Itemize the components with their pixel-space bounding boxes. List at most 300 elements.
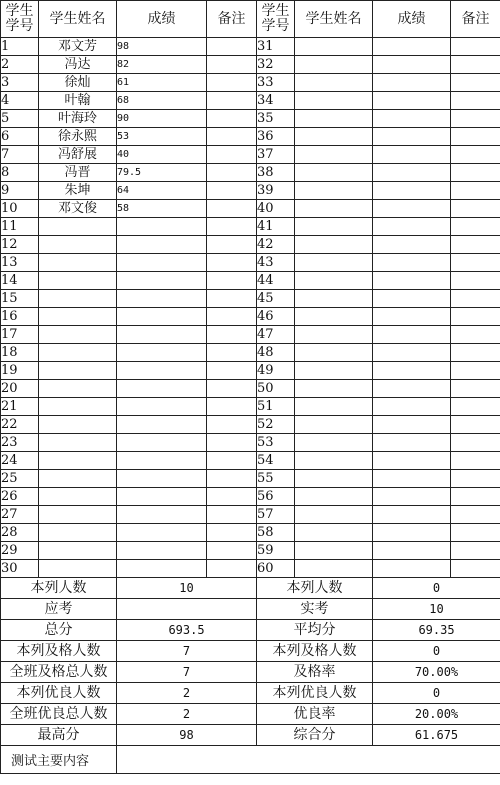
student-id-cell: 10 <box>1 200 39 218</box>
score-cell <box>117 272 207 290</box>
student-name-cell <box>295 290 373 308</box>
student-name-cell <box>295 128 373 146</box>
note-cell <box>207 290 257 308</box>
score-cell <box>373 200 451 218</box>
student-id-cell: 52 <box>257 416 295 434</box>
summary-label-left: 本列人数 <box>1 578 117 599</box>
student-id-cell: 38 <box>257 164 295 182</box>
note-cell <box>207 542 257 560</box>
student-id-cell: 2 <box>1 56 39 74</box>
note-cell <box>451 344 500 362</box>
header-note-right: 备注 <box>451 1 500 38</box>
score-cell <box>117 434 207 452</box>
score-cell <box>373 128 451 146</box>
score-cell <box>373 326 451 344</box>
student-id-cell: 33 <box>257 74 295 92</box>
student-name-cell: 邓文芳 <box>39 38 117 56</box>
student-id-cell: 50 <box>257 380 295 398</box>
student-id-cell: 43 <box>257 254 295 272</box>
score-cell <box>373 488 451 506</box>
score-cell: 40 <box>117 146 207 164</box>
student-name-cell <box>295 272 373 290</box>
score-cell <box>373 254 451 272</box>
student-id-cell: 49 <box>257 362 295 380</box>
student-name-cell <box>295 182 373 200</box>
score-cell <box>373 362 451 380</box>
score-cell <box>373 182 451 200</box>
summary-row <box>1 725 500 746</box>
note-cell <box>207 434 257 452</box>
score-cell: 82 <box>117 56 207 74</box>
note-cell <box>207 254 257 272</box>
student-id-cell: 47 <box>257 326 295 344</box>
student-id-cell: 13 <box>1 254 39 272</box>
student-name-cell <box>295 416 373 434</box>
student-name-cell <box>295 164 373 182</box>
header-score-left: 成绩 <box>117 1 207 38</box>
table-row <box>1 218 500 236</box>
student-name-cell <box>295 362 373 380</box>
student-id-cell: 20 <box>1 380 39 398</box>
score-cell: 68 <box>117 92 207 110</box>
summary-label-right: 综合分 <box>257 725 373 746</box>
note-cell <box>207 74 257 92</box>
table-row <box>1 308 500 326</box>
student-id-cell: 46 <box>257 308 295 326</box>
student-id-cell: 23 <box>1 434 39 452</box>
summary-label-left: 最高分 <box>1 725 117 746</box>
summary-value-right: 10 <box>373 599 500 620</box>
student-id-cell: 58 <box>257 524 295 542</box>
student-id-cell: 32 <box>257 56 295 74</box>
note-cell <box>207 560 257 578</box>
student-id-cell: 29 <box>1 542 39 560</box>
student-name-cell <box>39 506 117 524</box>
summary-label-left: 总分 <box>1 620 117 641</box>
student-id-cell: 36 <box>257 128 295 146</box>
student-id-cell: 12 <box>1 236 39 254</box>
score-cell <box>373 56 451 74</box>
student-id-cell: 14 <box>1 272 39 290</box>
table-row <box>1 74 500 92</box>
summary-row <box>1 683 500 704</box>
score-cell <box>117 236 207 254</box>
score-cell <box>373 92 451 110</box>
student-name-cell <box>295 506 373 524</box>
table-row <box>1 434 500 452</box>
test-content-cell <box>117 746 500 774</box>
summary-label-left: 应考 <box>1 599 117 620</box>
note-cell <box>207 506 257 524</box>
table-row <box>1 470 500 488</box>
student-id-cell: 55 <box>257 470 295 488</box>
table-row <box>1 488 500 506</box>
note-cell <box>451 506 500 524</box>
table-row <box>1 200 500 218</box>
student-name-cell <box>39 434 117 452</box>
student-id-cell: 41 <box>257 218 295 236</box>
header-student-name-left: 学生姓名 <box>39 1 117 38</box>
student-id-cell: 17 <box>1 326 39 344</box>
summary-row <box>1 620 500 641</box>
summary-value-left: 693.5 <box>117 620 257 641</box>
student-id-cell: 24 <box>1 452 39 470</box>
note-cell <box>451 272 500 290</box>
summary-value-right: 69.35 <box>373 620 500 641</box>
summary-label-left: 本列优良人数 <box>1 683 117 704</box>
student-id-cell: 35 <box>257 110 295 128</box>
score-cell <box>117 488 207 506</box>
score-cell <box>373 38 451 56</box>
note-cell <box>451 182 500 200</box>
note-cell <box>451 74 500 92</box>
summary-value-left: 7 <box>117 662 257 683</box>
student-name-cell <box>39 524 117 542</box>
student-id-cell: 37 <box>257 146 295 164</box>
student-name-cell <box>39 488 117 506</box>
table-row <box>1 56 500 74</box>
student-id-cell: 26 <box>1 488 39 506</box>
note-cell <box>451 56 500 74</box>
note-cell <box>207 38 257 56</box>
student-id-cell: 15 <box>1 290 39 308</box>
summary-label-left: 全班优良总人数 <box>1 704 117 725</box>
note-cell <box>207 470 257 488</box>
table-row <box>1 164 500 182</box>
score-cell <box>373 308 451 326</box>
note-cell <box>451 524 500 542</box>
student-id-cell: 9 <box>1 182 39 200</box>
note-cell <box>451 362 500 380</box>
table-row <box>1 542 500 560</box>
note-cell <box>451 290 500 308</box>
student-name-cell <box>39 344 117 362</box>
note-cell <box>451 92 500 110</box>
note-cell <box>451 38 500 56</box>
student-id-cell: 25 <box>1 470 39 488</box>
score-cell <box>117 398 207 416</box>
score-cell: 98 <box>117 38 207 56</box>
summary-label-right: 本列及格人数 <box>257 641 373 662</box>
score-cell <box>117 560 207 578</box>
student-id-cell: 19 <box>1 362 39 380</box>
student-id-cell: 5 <box>1 110 39 128</box>
student-id-cell: 1 <box>1 38 39 56</box>
score-cell <box>373 146 451 164</box>
summary-value-left: 10 <box>117 578 257 599</box>
score-cell <box>117 470 207 488</box>
score-cell <box>117 326 207 344</box>
student-name-cell: 冯舒展 <box>39 146 117 164</box>
score-cell <box>117 524 207 542</box>
table-row <box>1 182 500 200</box>
student-name-cell <box>295 344 373 362</box>
summary-value-right: 70.00% <box>373 662 500 683</box>
summary-value-right: 0 <box>373 641 500 662</box>
table-row <box>1 146 500 164</box>
table-row <box>1 344 500 362</box>
student-name-cell <box>39 290 117 308</box>
table-row <box>1 416 500 434</box>
note-cell <box>207 362 257 380</box>
summary-label-right: 本列优良人数 <box>257 683 373 704</box>
student-id-cell: 4 <box>1 92 39 110</box>
note-cell <box>207 452 257 470</box>
score-cell <box>373 398 451 416</box>
note-cell <box>207 416 257 434</box>
score-cell: 90 <box>117 110 207 128</box>
summary-label-right: 本列人数 <box>257 578 373 599</box>
score-cell <box>373 524 451 542</box>
summary-value-right: 61.675 <box>373 725 500 746</box>
student-id-cell: 8 <box>1 164 39 182</box>
note-cell <box>207 344 257 362</box>
note-cell <box>207 56 257 74</box>
student-name-cell: 冯晋 <box>39 164 117 182</box>
summary-label-right: 优良率 <box>257 704 373 725</box>
student-id-cell: 11 <box>1 218 39 236</box>
student-name-cell <box>39 560 117 578</box>
score-cell <box>117 344 207 362</box>
score-cell <box>373 74 451 92</box>
score-cell: 53 <box>117 128 207 146</box>
student-id-cell: 3 <box>1 74 39 92</box>
student-id-cell: 30 <box>1 560 39 578</box>
score-cell <box>373 110 451 128</box>
student-id-cell: 42 <box>257 236 295 254</box>
note-cell <box>451 200 500 218</box>
student-id-cell: 28 <box>1 524 39 542</box>
header-note-left: 备注 <box>207 1 257 38</box>
score-cell: 61 <box>117 74 207 92</box>
student-id-cell: 51 <box>257 398 295 416</box>
student-name-cell <box>39 308 117 326</box>
summary-row <box>1 578 500 599</box>
note-cell <box>207 110 257 128</box>
note-cell <box>451 164 500 182</box>
student-id-cell: 16 <box>1 308 39 326</box>
note-cell <box>451 254 500 272</box>
student-name-cell <box>39 380 117 398</box>
student-id-cell: 54 <box>257 452 295 470</box>
student-name-cell <box>295 236 373 254</box>
score-cell <box>117 308 207 326</box>
student-id-cell: 48 <box>257 344 295 362</box>
score-cell <box>373 542 451 560</box>
student-name-cell <box>295 74 373 92</box>
note-cell <box>451 434 500 452</box>
table-row <box>1 380 500 398</box>
score-cell <box>373 416 451 434</box>
score-cell <box>117 218 207 236</box>
score-cell: 58 <box>117 200 207 218</box>
table-row <box>1 560 500 578</box>
summary-value-left: 2 <box>117 704 257 725</box>
note-cell <box>451 380 500 398</box>
table-row <box>1 326 500 344</box>
student-name-cell <box>295 434 373 452</box>
student-id-cell: 21 <box>1 398 39 416</box>
summary-value-left <box>117 599 257 620</box>
table-row <box>1 92 500 110</box>
student-name-cell <box>295 542 373 560</box>
score-cell <box>373 506 451 524</box>
student-name-cell <box>295 92 373 110</box>
summary-row <box>1 599 500 620</box>
student-name-cell <box>295 110 373 128</box>
header-student-name-right: 学生姓名 <box>295 1 373 38</box>
note-cell <box>207 326 257 344</box>
student-name-cell <box>295 452 373 470</box>
student-name-cell <box>295 380 373 398</box>
score-cell <box>117 416 207 434</box>
score-cell <box>117 290 207 308</box>
score-cell <box>373 290 451 308</box>
student-name-cell <box>295 200 373 218</box>
summary-value-right: 0 <box>373 578 500 599</box>
note-cell <box>451 236 500 254</box>
score-cell <box>373 560 451 578</box>
student-name-cell <box>39 470 117 488</box>
note-cell <box>207 236 257 254</box>
student-name-cell: 徐永熙 <box>39 128 117 146</box>
note-cell <box>207 128 257 146</box>
note-cell <box>207 272 257 290</box>
score-cell <box>117 506 207 524</box>
student-name-cell: 邓文俊 <box>39 200 117 218</box>
student-name-cell <box>39 254 117 272</box>
score-cell: 79.5 <box>117 164 207 182</box>
table-row <box>1 452 500 470</box>
student-name-cell <box>39 326 117 344</box>
footer-row <box>1 746 500 774</box>
note-cell <box>207 218 257 236</box>
student-id-cell: 56 <box>257 488 295 506</box>
student-id-cell: 39 <box>257 182 295 200</box>
test-content-label: 测试主要内容 <box>1 746 117 774</box>
student-id-cell: 59 <box>257 542 295 560</box>
student-id-cell: 40 <box>257 200 295 218</box>
student-name-cell <box>295 524 373 542</box>
score-cell <box>117 452 207 470</box>
table-row <box>1 254 500 272</box>
student-id-cell: 6 <box>1 128 39 146</box>
summary-row <box>1 641 500 662</box>
summary-label-left: 本列及格人数 <box>1 641 117 662</box>
student-id-cell: 57 <box>257 506 295 524</box>
score-cell <box>373 434 451 452</box>
note-cell <box>207 398 257 416</box>
student-name-cell <box>295 326 373 344</box>
student-name-cell <box>39 218 117 236</box>
score-cell <box>117 380 207 398</box>
student-name-cell <box>295 254 373 272</box>
student-name-cell <box>295 56 373 74</box>
student-name-cell <box>39 416 117 434</box>
note-cell <box>207 164 257 182</box>
note-cell <box>451 128 500 146</box>
summary-value-right: 0 <box>373 683 500 704</box>
student-id-cell: 45 <box>257 290 295 308</box>
note-cell <box>207 524 257 542</box>
student-name-cell: 朱坤 <box>39 182 117 200</box>
summary-value-left: 7 <box>117 641 257 662</box>
student-id-cell: 7 <box>1 146 39 164</box>
student-id-cell: 44 <box>257 272 295 290</box>
student-name-cell <box>39 272 117 290</box>
note-cell <box>207 182 257 200</box>
note-cell <box>451 470 500 488</box>
note-cell <box>451 560 500 578</box>
header-row <box>1 1 500 38</box>
header-score-right: 成绩 <box>373 1 451 38</box>
table-row <box>1 290 500 308</box>
score-cell <box>373 380 451 398</box>
score-cell: 64 <box>117 182 207 200</box>
note-cell <box>207 308 257 326</box>
table-row <box>1 506 500 524</box>
summary-value-left: 98 <box>117 725 257 746</box>
student-name-cell <box>295 38 373 56</box>
note-cell <box>451 398 500 416</box>
table-row <box>1 110 500 128</box>
note-cell <box>207 380 257 398</box>
note-cell <box>451 146 500 164</box>
score-cell <box>373 452 451 470</box>
student-name-cell <box>39 542 117 560</box>
student-name-cell <box>39 398 117 416</box>
note-cell <box>451 452 500 470</box>
summary-label-right: 实考 <box>257 599 373 620</box>
score-cell <box>117 542 207 560</box>
summary-label-right: 及格率 <box>257 662 373 683</box>
student-name-cell <box>295 398 373 416</box>
score-cell <box>373 164 451 182</box>
note-cell <box>207 146 257 164</box>
summary-label-right: 平均分 <box>257 620 373 641</box>
score-cell <box>373 218 451 236</box>
note-cell <box>207 200 257 218</box>
student-name-cell: 叶海玲 <box>39 110 117 128</box>
note-cell <box>451 416 500 434</box>
student-name-cell <box>295 308 373 326</box>
header-student-id-right: 学生学号 <box>257 1 295 38</box>
student-id-cell: 34 <box>257 92 295 110</box>
student-name-cell: 叶翰 <box>39 92 117 110</box>
table-row <box>1 38 500 56</box>
summary-value-left: 2 <box>117 683 257 704</box>
student-name-cell: 冯达 <box>39 56 117 74</box>
score-cell <box>117 254 207 272</box>
score-cell <box>117 362 207 380</box>
summary-label-left: 全班及格总人数 <box>1 662 117 683</box>
student-name-cell <box>39 452 117 470</box>
score-cell <box>373 236 451 254</box>
student-name-cell <box>295 488 373 506</box>
note-cell <box>451 308 500 326</box>
student-id-cell: 27 <box>1 506 39 524</box>
score-cell <box>373 344 451 362</box>
student-name-cell <box>295 470 373 488</box>
student-id-cell: 18 <box>1 344 39 362</box>
table-row <box>1 362 500 380</box>
summary-row <box>1 704 500 725</box>
student-name-cell: 徐灿 <box>39 74 117 92</box>
student-id-cell: 22 <box>1 416 39 434</box>
note-cell <box>451 488 500 506</box>
summary-value-right: 20.00% <box>373 704 500 725</box>
note-cell <box>451 326 500 344</box>
